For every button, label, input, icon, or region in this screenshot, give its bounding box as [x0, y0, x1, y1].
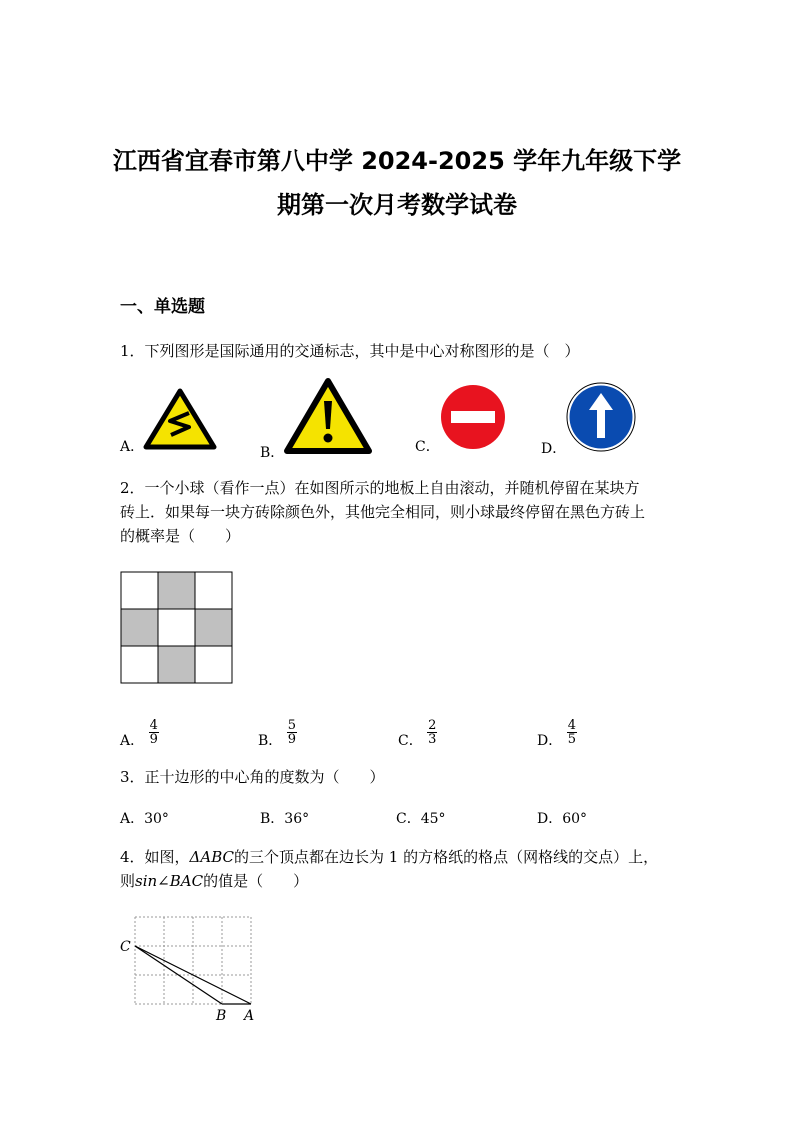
q4-line2-prefix: 则: [120, 872, 136, 890]
floor-tile-grid: [120, 571, 234, 685]
q3-option-b: B．36°: [260, 811, 310, 827]
question-2-line-3: 的概率是（ ）: [120, 527, 241, 545]
q2-option-b-numerator: 5: [287, 717, 297, 733]
q2-option-b-label: B．: [258, 733, 283, 749]
q2-option-d-numerator: 4: [567, 717, 576, 733]
q2-option-b: [258, 717, 297, 750]
shaded-tile: [158, 572, 195, 609]
q1-option-a-label: A．: [120, 439, 145, 455]
ahead-only-arrow-sign-icon: [566, 382, 636, 452]
q3-option-d: D．60°: [537, 811, 588, 827]
white-tile: [121, 646, 158, 683]
q2-option-c: [398, 717, 437, 750]
question-3-text: 3．正十边形的中心角的度数为（ ）: [120, 768, 385, 786]
no-entry-sign-icon: [439, 383, 507, 451]
q2-option-d-fraction: [567, 719, 577, 746]
question-1-text: 1．下列图形是国际通用的交通标志，其中是中心对称图形的是（ ）: [120, 342, 580, 360]
section-title: 一、单选题: [120, 297, 205, 317]
q2-option-d: [537, 717, 577, 750]
q3-option-a: A．30°: [120, 811, 169, 827]
exclamation-warning-sign-icon: [283, 377, 373, 455]
q2-option-d-denominator: 5: [567, 731, 576, 747]
dotted-grid: [135, 917, 251, 1004]
q4-triangle-symbol: ΔABC: [189, 848, 234, 866]
q1-option-d-label: D．: [541, 441, 567, 457]
q2-option-c-label: C．: [398, 733, 423, 749]
shaded-tile: [158, 646, 195, 683]
q2-option-a-denominator: 9: [149, 731, 158, 747]
question-4-line-1: [120, 845, 658, 870]
vertex-b-label: B: [216, 1008, 227, 1024]
question-2-line-1: 2．一个小球（看作一点）在如图所示的地板上自由滚动，并随机停留在某块方: [120, 479, 640, 497]
q2-option-a-fraction: [149, 719, 159, 746]
q4-sine-expression: sin∠BAC: [135, 872, 204, 890]
q4-line1-prefix: 4．如图，: [120, 848, 190, 866]
white-tile: [158, 609, 195, 646]
q2-option-a-label: A．: [120, 733, 145, 749]
q1-option-c-label: C．: [415, 439, 440, 455]
q4-line2-suffix: 的值是（ ）: [203, 872, 309, 890]
question-2-line-2: 砖上．如果每一块方砖除颜色外，其他完全相同，则小球最终停留在黑色方砖上: [120, 503, 646, 521]
q4-line1-suffix: 的三个顶点都在边长为 1 的方格纸的格点（网格线的交点）上，: [234, 848, 659, 866]
q2-option-a-numerator: 4: [149, 717, 158, 733]
zigzag-warning-sign-icon: [143, 388, 217, 450]
vertex-a-label: A: [244, 1008, 255, 1024]
question-4-line-2: [120, 869, 308, 894]
q3-option-c: C．45°: [396, 811, 446, 827]
q2-option-b-fraction: [287, 719, 297, 746]
shaded-tile: [195, 609, 232, 646]
q2-option-d-label: D．: [537, 733, 563, 749]
exam-title-line-2: 期第一次月考数学试卷: [277, 191, 517, 219]
q2-option-c-numerator: 2: [428, 717, 437, 733]
white-tile: [195, 572, 232, 609]
q2-option-b-denominator: 9: [287, 731, 297, 747]
shaded-tile: [121, 609, 158, 646]
q1-option-b-label: B．: [260, 445, 285, 461]
exam-title-line-1: 江西省宜春市第八中学 2024-2025 学年九年级下学: [112, 147, 682, 175]
white-tile: [121, 572, 158, 609]
vertex-c-label: C: [120, 939, 131, 955]
q2-option-c-fraction: [427, 719, 437, 746]
q2-option-c-denominator: 3: [428, 731, 437, 747]
white-tile: [195, 646, 232, 683]
q2-option-a: [120, 717, 159, 750]
triangle-grid-figure: [115, 912, 265, 1027]
